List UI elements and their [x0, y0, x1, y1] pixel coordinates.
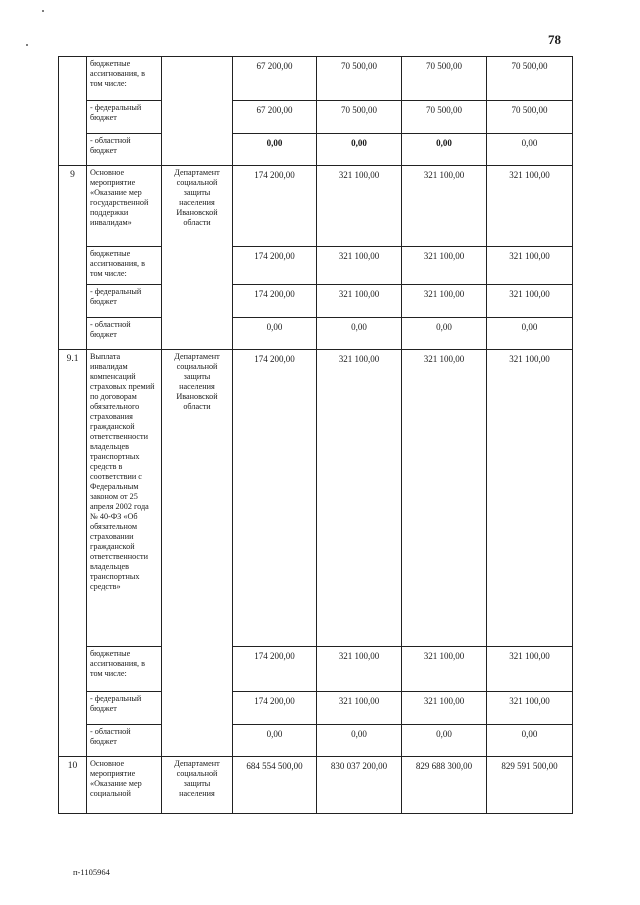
row-department — [162, 101, 233, 134]
value-cell: 321 100,00 — [402, 247, 487, 285]
value-cell: 321 100,00 — [402, 647, 487, 692]
row-index — [59, 134, 87, 166]
row-department: Департамент социальной защиты населения Ивановской области — [162, 166, 233, 247]
table-row — [59, 692, 573, 725]
row-index: 10 — [59, 757, 87, 814]
row-department — [162, 692, 233, 725]
row-index: 9.1 — [59, 350, 87, 647]
value-cell: 70 500,00 — [317, 57, 402, 101]
table-row — [59, 285, 573, 318]
row-department — [162, 725, 233, 757]
row-description: бюджетные ассигнования, в том числе: — [87, 647, 162, 692]
value-cell: 321 100,00 — [317, 285, 402, 318]
row-department — [162, 247, 233, 285]
value-cell: 829 688 300,00 — [402, 757, 487, 814]
value-cell: 829 591 500,00 — [487, 757, 573, 814]
row-index — [59, 725, 87, 757]
value-cell: 174 200,00 — [233, 647, 317, 692]
row-description: - областной бюджет — [87, 318, 162, 350]
row-index — [59, 647, 87, 692]
row-index — [59, 247, 87, 285]
row-description: - федеральный бюджет — [87, 692, 162, 725]
row-description: - федеральный бюджет — [87, 101, 162, 134]
table-row — [59, 350, 573, 647]
row-department — [162, 647, 233, 692]
value-cell: 70 500,00 — [317, 101, 402, 134]
row-index — [59, 318, 87, 350]
value-cell: 321 100,00 — [402, 692, 487, 725]
value-cell: 70 500,00 — [402, 57, 487, 101]
value-cell: 321 100,00 — [487, 350, 573, 647]
value-cell: 0,00 — [402, 134, 487, 166]
value-cell: 0,00 — [402, 318, 487, 350]
value-cell: 70 500,00 — [402, 101, 487, 134]
row-department: Департамент социальной защиты населения Ивановской области — [162, 350, 233, 647]
value-cell: 321 100,00 — [317, 166, 402, 247]
row-description: - федеральный бюджет — [87, 285, 162, 318]
value-cell: 0,00 — [233, 725, 317, 757]
row-department — [162, 134, 233, 166]
value-cell: 0,00 — [317, 725, 402, 757]
value-cell: 321 100,00 — [487, 692, 573, 725]
table-row — [59, 101, 573, 134]
table-row — [59, 166, 573, 247]
value-cell: 321 100,00 — [487, 247, 573, 285]
value-cell: 0,00 — [317, 134, 402, 166]
row-department — [162, 285, 233, 318]
value-cell: 321 100,00 — [402, 350, 487, 647]
row-department: Департамент социальной защиты населения — [162, 757, 233, 814]
value-cell: 0,00 — [487, 134, 573, 166]
row-index — [59, 57, 87, 101]
row-index — [59, 285, 87, 318]
value-cell: 0,00 — [317, 318, 402, 350]
value-cell: 174 200,00 — [233, 166, 317, 247]
value-cell: 0,00 — [487, 318, 573, 350]
value-cell: 0,00 — [233, 318, 317, 350]
table-row — [59, 318, 573, 350]
value-cell: 321 100,00 — [317, 350, 402, 647]
value-cell: 830 037 200,00 — [317, 757, 402, 814]
value-cell: 321 100,00 — [402, 285, 487, 318]
value-cell: 0,00 — [233, 134, 317, 166]
value-cell: 321 100,00 — [317, 692, 402, 725]
table-row — [59, 647, 573, 692]
row-description: Выплата инвалидам компенсаций страховых премий по договорам обязательного страхования гражданской ответственности владельцев транспортных средств в соответствии с Федеральным законом от 25 апреля 2002 года № 40-ФЗ «Об обязательном страховании гражданской ответственности владельцев транспортных средств» — [87, 350, 162, 647]
row-description: Основное мероприятие «Оказание мер государственной поддержки инвалидам» — [87, 166, 162, 247]
table-row — [59, 757, 573, 814]
value-cell: 67 200,00 — [233, 101, 317, 134]
table-row — [59, 247, 573, 285]
scan-speck — [26, 44, 28, 46]
table-row — [59, 134, 573, 166]
value-cell: 174 200,00 — [233, 692, 317, 725]
scan-speck — [42, 10, 44, 12]
row-index — [59, 101, 87, 134]
value-cell: 70 500,00 — [487, 101, 573, 134]
row-description: бюджетные ассигнования, в том числе: — [87, 57, 162, 101]
budget-table — [58, 56, 573, 814]
value-cell: 174 200,00 — [233, 350, 317, 647]
row-index: 9 — [59, 166, 87, 247]
table-row — [59, 57, 573, 101]
row-index — [59, 692, 87, 725]
value-cell: 321 100,00 — [317, 247, 402, 285]
value-cell: 0,00 — [487, 725, 573, 757]
row-description: бюджетные ассигнования, в том числе: — [87, 247, 162, 285]
value-cell: 321 100,00 — [487, 285, 573, 318]
value-cell: 684 554 500,00 — [233, 757, 317, 814]
value-cell: 0,00 — [402, 725, 487, 757]
value-cell: 70 500,00 — [487, 57, 573, 101]
page-number: 78 — [548, 32, 561, 47]
row-department — [162, 318, 233, 350]
row-department — [162, 57, 233, 101]
table-row — [59, 725, 573, 757]
value-cell: 174 200,00 — [233, 247, 317, 285]
value-cell: 321 100,00 — [487, 166, 573, 247]
value-cell: 321 100,00 — [317, 647, 402, 692]
footer-code: п-1105964 — [73, 867, 110, 877]
value-cell: 67 200,00 — [233, 57, 317, 101]
value-cell: 321 100,00 — [402, 166, 487, 247]
row-description: - областной бюджет — [87, 725, 162, 757]
value-cell: 174 200,00 — [233, 285, 317, 318]
row-description: Основное мероприятие «Оказание мер социальной — [87, 757, 162, 814]
row-description: - областной бюджет — [87, 134, 162, 166]
value-cell: 321 100,00 — [487, 647, 573, 692]
